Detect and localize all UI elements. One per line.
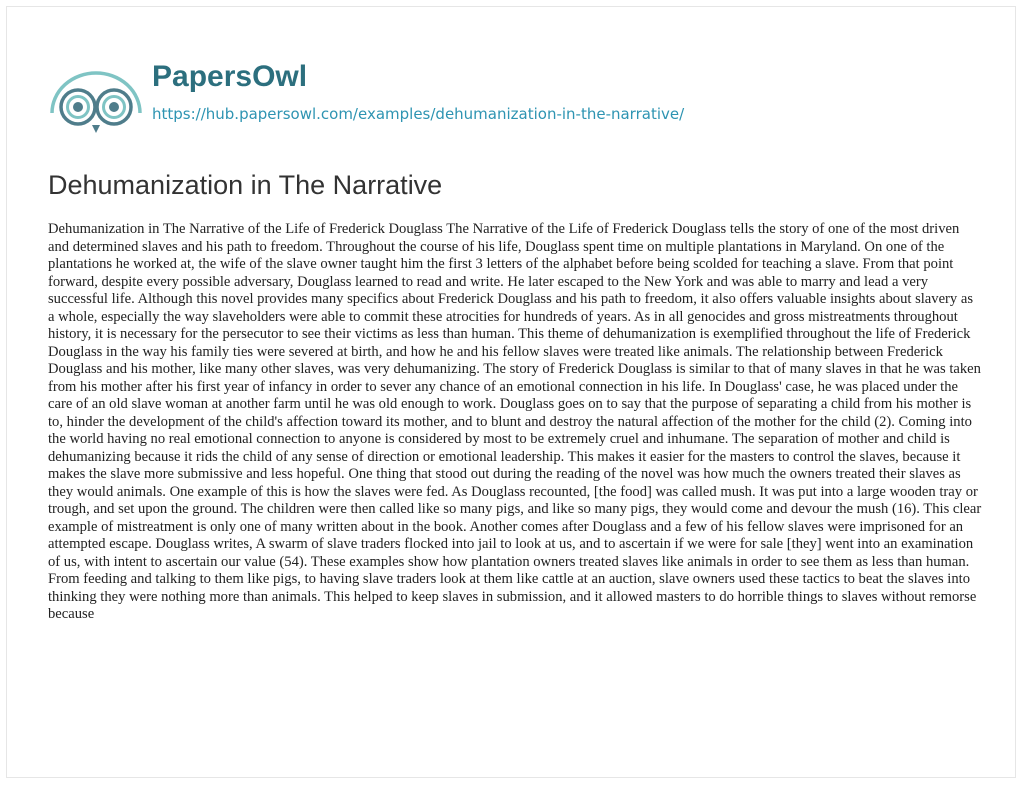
owl-eyes-icon — [48, 67, 144, 137]
source-url-link[interactable]: https://hub.papersowl.com/examples/dehumanization-in-the-narrative/ — [152, 105, 685, 123]
site-header — [48, 60, 968, 140]
owl-beak — [92, 125, 100, 133]
essay-body: Dehumanization in The Narrative of the Life of Frederick Douglass The Narrative of the Life of Frederick Douglass tells the story of one of the most driven and determined slaves and his path to freedom. Throughout the course of his life, Douglass spent time on multiple plantations in Maryland. On one of the plantations he worked at, the wife of the slave owner taught him the first 3 letters of the alphabet before being scolded for teaching a slave. From that point forward, despite every possible adversary, Douglass learned to read and write. He later escaped to the New York and was able to marry and lead a very successful life. Although this novel provides many specifics about Frederick Douglass and his path to freedom, it also offers valuable insights about slavery as a whole, especially the way slaveholders were able to commit these atrocities for hundreds of years. As in all genocides and gross mistreatments throughout history, it is necessary for the persecutor to see their victims as less than human. This theme of dehumanization is exemplified throughout the life of Frederick Douglass in the way his family ties were severed at birth, and how he and his fellow slaves were treated like animals. The relationship between Frederick Douglass and his mother, like many other slaves, was very dehumanizing. The story of Frederick Douglass is similar to that of many slaves in that he was taken from his mother after his first year of infancy in order to sever any chance of an emotional connection in his life. In Douglass' case, he was placed under the care of an old slave woman at another farm until he was old enough to work. Douglass goes on to say that the purpose of separating a child from his mother is to, hinder the development of the child's affection toward its mother, and to blunt and destroy the natural affection of the mother for the child (2). Coming into the world having no real emotional connection to anyone is considered by most to be extremely cruel and inhumane. The separation of mother and child is dehumanizing because it rids the child of any sense of direction or emotional leadership. This makes it easier for the masters to control the slaves, because it makes the slave more submissive and less hopeful. One thing that stood out during the reading of the novel was how much the owners treated their slaves as they would animals. One example of this is how the slaves were fed. As Douglass recounted, [the food] was called mush. It was put into a large wooden tray or trough, and set upon the ground. The children were then called like so many pigs, and like so many pigs, they would come and devour the mush (16). This clear example of mistreatment is only one of many written about in the book. Another comes after Douglass and a few of his fellow slaves were imprisoned for an attempted escape. Douglass writes, A swarm of slave traders flocked into jail to look at us, and to ascertain if we were for sale [they] went into an examination of us, with intent to ascertain our value (54). These examples show how plantation owners treated slaves like animals in order to see them as less than human. From feeding and talking to them like pigs, to having slave traders look at them like cattle at an auction, slave owners used these tactics to beat the slaves into thinking they were nothing more than animals. This helped to keep slaves in submission, and it allowed masters to do horrible things to slaves without remorse because — [48, 221, 982, 622]
owl-left-pupil — [73, 102, 83, 112]
brand-logo-text: PapersOwl — [152, 60, 308, 93]
owl-right-pupil — [109, 102, 119, 112]
essay-title: Dehumanization in The Narrative — [48, 170, 443, 200]
